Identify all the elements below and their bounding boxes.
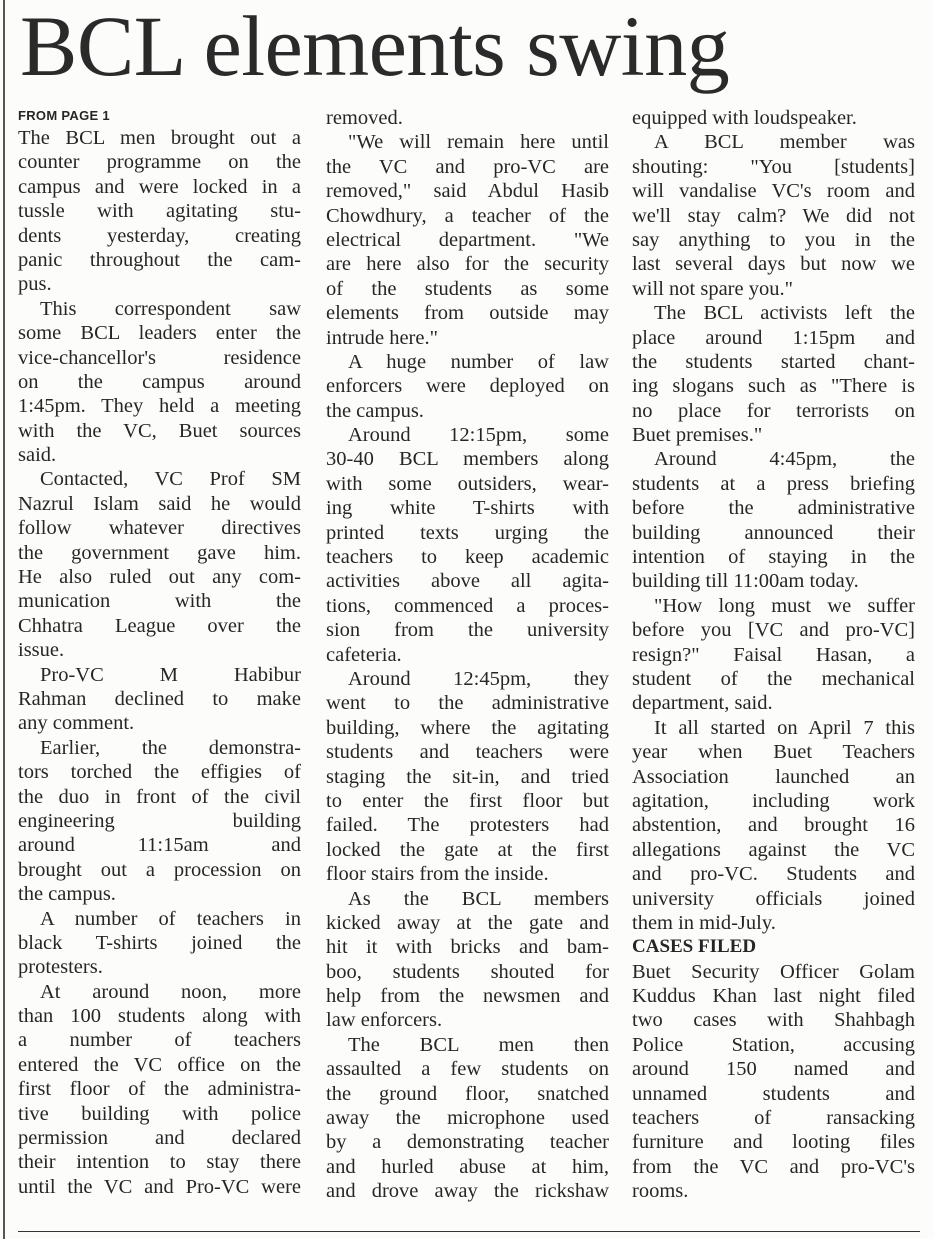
- text-line: by a demonstrating teacher: [326, 1131, 609, 1154]
- text-line: removed.: [326, 107, 403, 129]
- text-line: A BCL member was: [654, 131, 915, 154]
- paragraph: [632, 106, 915, 130]
- text-line: the VC and pro-VC are: [326, 155, 609, 178]
- text-line: tive building with police: [18, 1102, 301, 1125]
- text-line: student of the mechanical: [632, 667, 915, 690]
- text-line: intention of staying in the: [632, 546, 915, 569]
- text-line: around 150 named and: [632, 1058, 915, 1081]
- text-line: enforcers were deployed on: [326, 375, 609, 398]
- text-line: furniture and looting files: [632, 1131, 915, 1154]
- text-line: sion from the university: [326, 619, 609, 642]
- text-line: Association launched an: [632, 765, 915, 788]
- text-line: than 100 students along with: [18, 1005, 301, 1028]
- text-line: entered the VC office on the: [18, 1053, 301, 1076]
- paragraph: [18, 126, 301, 297]
- text-line: before the administrative: [632, 497, 915, 520]
- paragraph: [18, 297, 301, 468]
- text-line: and drove away the rickshaw: [326, 1180, 609, 1203]
- text-line: locked the gate at the first: [326, 838, 609, 861]
- text-line: Around 12:45pm, they: [348, 667, 609, 690]
- text-line: Contacted, VC Prof SM: [40, 468, 301, 491]
- text-line: any comment.: [18, 712, 135, 735]
- text-line: elements from outside may: [326, 302, 609, 325]
- text-line: to enter the first floor but: [326, 789, 609, 812]
- text-line: counter programme on the: [18, 151, 301, 174]
- bottom-rule: [18, 1231, 920, 1232]
- text-line: help from the newsmen and: [326, 985, 609, 1008]
- text-line: them in mid-July.: [632, 911, 776, 934]
- text-line: Around 4:45pm, the: [654, 448, 915, 471]
- text-line: building till 11:00am today.: [632, 570, 859, 593]
- text-line: their intention to stay there: [18, 1151, 301, 1174]
- paragraph: [632, 447, 915, 593]
- text-line: Chhatra League over the: [18, 614, 301, 637]
- text-line: year when Buet Teachers: [632, 741, 915, 764]
- text-line: abstention, and brought 16: [632, 814, 915, 837]
- text-line: ing white T-shirts with: [326, 497, 609, 520]
- paragraph: [326, 423, 609, 667]
- kicker-text: FROM PAGE 1: [18, 108, 110, 123]
- text-line: the students started chant-: [632, 350, 915, 373]
- text-line: protesters.: [18, 956, 103, 979]
- paragraph: [326, 667, 609, 887]
- text-line: unnamed students and: [632, 1082, 915, 1105]
- text-line: Around 12:15pm, some: [348, 424, 609, 447]
- text-line: permission and declared: [18, 1127, 301, 1150]
- text-line: boo, students shouted for: [326, 960, 609, 983]
- text-line: Earlier, the demonstra-: [40, 736, 301, 759]
- paragraph: [326, 350, 609, 423]
- text-line: tions, commenced a proces-: [326, 594, 609, 617]
- text-line: cafeteria.: [326, 643, 402, 666]
- text-line: shouting: "You [students]: [632, 155, 915, 178]
- text-line: we'll stay calm? We did not: [632, 204, 915, 227]
- text-line: vice-chancellor's residence: [18, 346, 301, 369]
- text-line: activities above all agita-: [326, 570, 609, 593]
- paragraph: [18, 663, 301, 736]
- text-line: tors torched the effigies of: [18, 761, 301, 784]
- text-line: a number of teachers: [18, 1029, 301, 1052]
- article-column-2: [326, 106, 609, 1204]
- paragraph: [18, 980, 301, 1200]
- text-line: Chowdhury, a teacher of the: [326, 204, 609, 227]
- paragraph: [326, 1033, 609, 1204]
- text-line: assaulted a few students on: [326, 1058, 609, 1081]
- text-line: engineering building: [18, 809, 301, 832]
- column-border-left: [3, 0, 5, 1239]
- text-line: kicked away at the gate and: [326, 911, 609, 934]
- text-line: issue.: [18, 639, 65, 662]
- text-line: ing slogans such as "There is: [632, 375, 915, 398]
- text-line: Nazrul Islam said he would: [18, 492, 301, 515]
- text-line: students at a press briefing: [632, 472, 915, 495]
- text-line: Rahman declined to make: [18, 687, 301, 710]
- text-line: dents yesterday, creating: [18, 224, 301, 247]
- subheading-text: CASES FILED: [632, 936, 757, 958]
- text-line: will not spare you.": [632, 277, 793, 300]
- text-line: building announced their: [632, 521, 915, 544]
- text-line: and pro-VC. Students and: [632, 863, 915, 886]
- paragraph: [326, 130, 609, 350]
- text-line: follow whatever directives: [18, 517, 301, 540]
- text-line: failed. The protesters had: [326, 814, 609, 837]
- text-line: the campus.: [326, 399, 424, 422]
- text-line: and hurled abuse at him,: [326, 1155, 609, 1178]
- text-line: pus.: [18, 273, 52, 296]
- text-line: from the VC and pro-VC's: [632, 1155, 915, 1178]
- text-line: teachers to keep academic: [326, 546, 609, 569]
- text-line: law enforcers.: [326, 1009, 443, 1032]
- paragraph: [632, 960, 915, 1204]
- text-line: said.: [18, 444, 57, 467]
- text-line: teachers of ransacking: [632, 1107, 915, 1130]
- paragraph: [18, 736, 301, 907]
- text-line: the government gave him.: [18, 541, 301, 564]
- subheading: [632, 935, 915, 959]
- text-line: It all started on April 7 this: [654, 716, 915, 739]
- text-line: equipped with loudspeaker.: [632, 107, 857, 129]
- text-line: will vandalise VC's room and: [632, 180, 915, 203]
- paragraph: [632, 716, 915, 936]
- text-line: the duo in front of the civil: [18, 785, 301, 808]
- paragraph: [632, 301, 915, 447]
- text-line: floor stairs from the inside.: [326, 863, 549, 886]
- article-column-3: [632, 106, 915, 1204]
- text-line: the campus.: [18, 883, 116, 906]
- text-line: Police Station, accusing: [632, 1033, 915, 1056]
- text-line: say anything to you in the: [632, 228, 915, 251]
- text-line: Buet Security Officer Golam: [632, 960, 915, 983]
- paragraph: [632, 594, 915, 716]
- text-line: Pro-VC M Habibur: [40, 663, 301, 686]
- text-line: campus and were locked in a: [18, 175, 301, 198]
- text-line: The BCL men then: [348, 1033, 609, 1056]
- text-line: removed," said Abdul Hasib: [326, 180, 609, 203]
- text-line: 30-40 BCL members along: [326, 448, 609, 471]
- text-line: This correspondent saw: [40, 297, 301, 320]
- text-line: resign?" Faisal Hasan, a: [632, 643, 915, 666]
- text-line: first floor of the administra-: [18, 1078, 301, 1101]
- text-line: electrical department. "We: [326, 228, 609, 251]
- text-line: staging the sit-in, and tried: [326, 765, 609, 788]
- paragraph: [326, 887, 609, 1033]
- text-line: A huge number of law: [348, 350, 609, 373]
- paragraph: [18, 907, 301, 980]
- text-line: went to the administrative: [326, 692, 609, 715]
- headline: BCL elements swing: [20, 0, 730, 94]
- paragraph: [18, 467, 301, 662]
- paragraph: [326, 106, 609, 130]
- text-line: the ground floor, snatched: [326, 1082, 609, 1105]
- text-line: building, where the agitating: [326, 716, 609, 739]
- kicker: [18, 106, 301, 126]
- text-line: 1:45pm. They held a meeting: [18, 395, 301, 418]
- text-line: some BCL leaders enter the: [18, 322, 301, 345]
- text-line: A number of teachers in: [40, 907, 301, 930]
- text-line: with some outsiders, wear-: [326, 472, 609, 495]
- text-line: intrude here.": [326, 326, 438, 349]
- text-line: The BCL activists left the: [654, 302, 915, 325]
- text-line: "We will remain here until: [348, 131, 609, 154]
- text-line: printed texts urging the: [326, 521, 609, 544]
- paragraph: [632, 130, 915, 301]
- text-line: At around noon, more: [40, 980, 301, 1003]
- text-line: place around 1:15pm and: [632, 326, 915, 349]
- text-line: on the campus around: [18, 370, 301, 393]
- text-line: agitation, including work: [632, 789, 915, 812]
- text-line: allegations against the VC: [632, 838, 915, 861]
- text-line: with the VC, Buet sources: [18, 419, 301, 442]
- article-column-1: [18, 106, 301, 1199]
- text-line: department, said.: [632, 692, 773, 715]
- text-line: last several days but now we: [632, 253, 915, 276]
- text-line: rooms.: [632, 1180, 689, 1203]
- text-line: two cases with Shahbagh: [632, 1009, 915, 1032]
- text-line: around 11:15am and: [18, 834, 301, 857]
- text-line: students and teachers were: [326, 741, 609, 764]
- text-line: brought out a procession on: [18, 858, 301, 881]
- text-line: Kuddus Khan last night filed: [632, 985, 915, 1008]
- text-line: tussle with agitating stu-: [18, 200, 301, 223]
- text-line: before you [VC and pro-VC]: [632, 619, 915, 642]
- text-line: munication with the: [18, 590, 301, 613]
- text-line: hit it with bricks and bam-: [326, 936, 609, 959]
- text-line: black T-shirts joined the: [18, 931, 301, 954]
- text-line: no place for terrorists on: [632, 399, 915, 422]
- text-line: As the BCL members: [348, 887, 609, 910]
- text-line: "How long must we suffer: [654, 594, 915, 617]
- text-line: He also ruled out any com-: [18, 566, 301, 589]
- text-line: are here also for the security: [326, 253, 609, 276]
- text-line: The BCL men brought out a: [18, 127, 301, 149]
- text-line: Buet premises.": [632, 424, 763, 447]
- text-line: until the VC and Pro-VC were: [18, 1175, 301, 1198]
- text-line: away the microphone used: [326, 1107, 609, 1130]
- text-line: university officials joined: [632, 887, 915, 910]
- text-line: panic throughout the cam-: [18, 248, 301, 271]
- text-line: of the students as some: [326, 277, 609, 300]
